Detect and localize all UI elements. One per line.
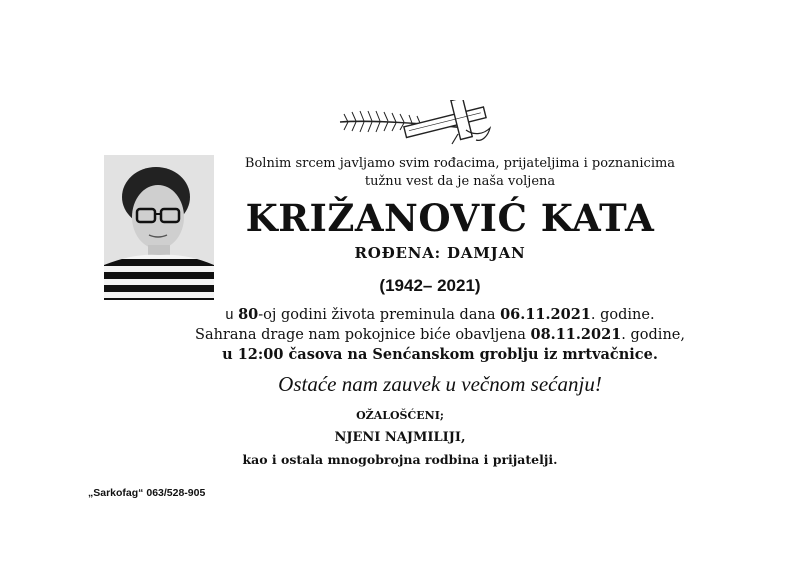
footer-credit: „Sarkofag“ 063/528-905: [88, 487, 206, 499]
death-date: 06.11.2021: [500, 306, 591, 323]
life-years: (1942– 2021): [379, 276, 481, 295]
age-value: 80: [238, 306, 259, 323]
death-line-middle: -oj godini života preminula dana: [258, 307, 496, 323]
intro-line-1: Bolnim srcem javljamo svim rođacima, prijateljima i poznanicima: [244, 156, 676, 171]
death-line-suffix: . godine.: [590, 307, 655, 323]
funeral-date: 08.11.2021: [530, 326, 622, 343]
memorial-quote: Ostaće nam zauvek u večnom sećanju!: [278, 372, 602, 396]
funeral-line-suffix: . godine,: [621, 327, 685, 343]
deceased-name: KRIŽANOVIĆ KATA: [245, 196, 655, 240]
death-line-prefix: u: [225, 307, 234, 323]
funeral-line: [140, 326, 740, 343]
maiden-name: ROĐENA: DAMJAN: [354, 244, 526, 262]
funeral-line-prefix: Sahrana drage nam pokojnice biće obavljena: [195, 327, 526, 343]
funeral-place-line: u 12:00 časova na Senćanskom groblju iz mrtvačnice.: [222, 346, 658, 363]
cross-icon: [338, 100, 498, 146]
grieving-label: OŽALOŠĆENI;: [356, 409, 444, 422]
portrait-photo: [104, 155, 214, 300]
loved-ones-label: NJENI NAJMILIJI,: [334, 430, 466, 445]
family-line: kao i ostala mnogobrojna rodbina i prijatelji.: [242, 452, 558, 467]
intro-line-2: tužnu vest da je naša voljena: [364, 174, 556, 189]
death-line: [140, 306, 740, 323]
